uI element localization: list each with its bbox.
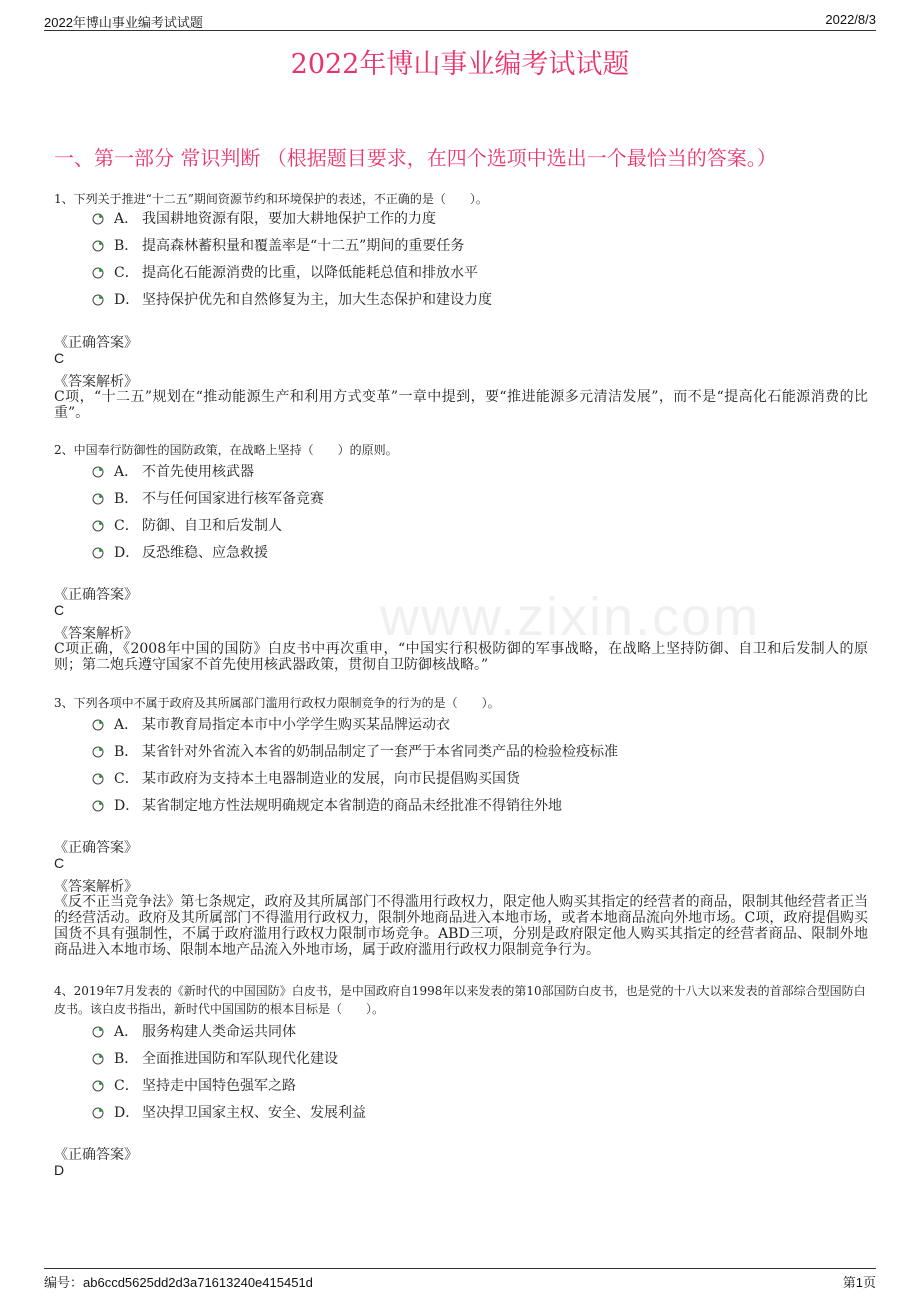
- option-b[interactable]: [92, 1048, 872, 1070]
- radio-icon[interactable]: [92, 746, 104, 758]
- option-text: 反恐维稳、应急救援: [142, 545, 268, 561]
- radio-icon[interactable]: [92, 493, 104, 505]
- watermark: www.zixin.com: [380, 587, 761, 647]
- header-doc-title: 2022年博山事业编考试试题: [44, 15, 203, 30]
- answer-label: 《正确答案》: [54, 587, 138, 603]
- question-stem: 3、下列各项中不属于政府及其所属部门滥用行政权力限制竞争的行为的是（ ）。: [54, 696, 500, 710]
- radio-icon[interactable]: [92, 466, 104, 478]
- option-letter: A．: [114, 211, 139, 227]
- option-text: 某省针对外省流入本省的奶制品制定了一套严于本省同类产品的检验检疫标准: [142, 744, 618, 760]
- radio-icon[interactable]: [92, 240, 104, 252]
- answer-value: C: [54, 602, 65, 618]
- header-date: 2022/8/3: [825, 12, 876, 27]
- option-letter: A．: [114, 717, 139, 733]
- question-stem: 2、中国奉行防御性的国防政策，在战略上坚持（ ）的原则。: [54, 443, 398, 457]
- option-letter: B．: [114, 238, 139, 254]
- option-d[interactable]: [92, 795, 872, 817]
- radio-icon[interactable]: [92, 547, 104, 559]
- option-text: 全面推进国防和军队现代化建设: [142, 1051, 338, 1067]
- explanation-label: 《答案解析》: [54, 626, 138, 642]
- explanation-text: C项，“十二五”规划在“推动能源生产和利用方式变革”一章中提到，要“推进能源多元清洁发展”，而不是“提高化石能源消费的比重”。: [54, 389, 868, 421]
- option-letter: C．: [114, 265, 139, 281]
- option-letter: C．: [114, 1078, 139, 1094]
- option-text: 不首先使用核武器: [142, 464, 254, 480]
- option-b[interactable]: [92, 741, 872, 763]
- section-heading: 一、第一部分 常识判断 （根据题目要求，在四个选项中选出一个最恰当的答案。）: [54, 146, 777, 170]
- radio-icon[interactable]: [92, 1053, 104, 1065]
- radio-icon[interactable]: [92, 267, 104, 279]
- option-c[interactable]: [92, 1075, 872, 1097]
- explanation-text: C项正确，《2008年中国的国防》白皮书中再次重申，“中国实行积极防御的军事战略，在战略上坚持防御、自卫和后发制人的原则；第二炮兵遵守国家不首先使用核武器政策，贯彻自卫防御核战略。”: [54, 641, 868, 673]
- answer-value: C: [54, 855, 65, 871]
- option-c[interactable]: [92, 768, 872, 790]
- option-text: 某省制定地方性法规明确规定本省制造的商品未经批准不得销往外地: [142, 798, 562, 814]
- header-divider: [44, 30, 876, 31]
- radio-icon[interactable]: [92, 1026, 104, 1038]
- option-a[interactable]: [92, 714, 872, 736]
- answer-label: 《正确答案》: [54, 840, 138, 856]
- option-text: 某市教育局指定本市中小学学生购买某品牌运动衣: [142, 717, 450, 733]
- option-letter: A．: [114, 1024, 139, 1040]
- option-text: 不与任何国家进行核军备竞赛: [142, 491, 324, 507]
- option-letter: B．: [114, 744, 139, 760]
- page-header: [44, 12, 876, 30]
- question-stem: 4、2019年7月发表的《新时代的中国国防》白皮书，是中国政府自1998年以来发表的第10部国防白皮书，也是党的十八大以来发表的首部综合型国防白皮书。该白皮书指出，新时代中国国防的根本目标是（ ）。: [54, 984, 866, 1016]
- radio-icon[interactable]: [92, 773, 104, 785]
- option-letter: D．: [114, 1105, 140, 1121]
- page-footer: [44, 1272, 876, 1290]
- answer-value: D: [54, 1162, 65, 1178]
- radio-icon[interactable]: [92, 294, 104, 306]
- option-text: 我国耕地资源有限，要加大耕地保护工作的力度: [142, 211, 436, 227]
- option-letter: C．: [114, 518, 139, 534]
- radio-icon[interactable]: [92, 213, 104, 225]
- option-d[interactable]: [92, 289, 872, 311]
- page-number: 第1页: [842, 1275, 876, 1290]
- option-text: 提高森林蓄积量和覆盖率是“十二五”期间的重要任务: [142, 238, 465, 254]
- answer-label: 《正确答案》: [54, 335, 138, 351]
- option-letter: D．: [114, 545, 140, 561]
- option-b[interactable]: [92, 235, 872, 257]
- option-text: 坚决捍卫国家主权、安全、发展利益: [142, 1105, 366, 1121]
- option-d[interactable]: [92, 1102, 872, 1124]
- radio-icon[interactable]: [92, 1107, 104, 1119]
- option-letter: C．: [114, 771, 139, 787]
- option-letter: B．: [114, 491, 139, 507]
- option-c[interactable]: [92, 515, 872, 537]
- option-text: 服务构建人类命运共同体: [142, 1024, 296, 1040]
- radio-icon[interactable]: [92, 800, 104, 812]
- option-text: 坚持走中国特色强军之路: [142, 1078, 296, 1094]
- option-a[interactable]: [92, 208, 872, 230]
- option-text: 提高化石能源消费的比重，以降低能耗总值和排放水平: [142, 265, 478, 281]
- question-stem: 1、下列关于推进“十二五”期间资源节约和环境保护的表述，不正确的是（ ）。: [54, 192, 488, 206]
- radio-icon[interactable]: [92, 1080, 104, 1092]
- option-a[interactable]: [92, 461, 872, 483]
- option-a[interactable]: [92, 1021, 872, 1043]
- answer-label: 《正确答案》: [54, 1147, 138, 1163]
- option-letter: D．: [114, 798, 140, 814]
- option-letter: A．: [114, 464, 139, 480]
- radio-icon[interactable]: [92, 719, 104, 731]
- document-id: 编号：ab6ccd5625dd2d3a71613240e415451d: [44, 1275, 313, 1290]
- radio-icon[interactable]: [92, 520, 104, 532]
- option-c[interactable]: [92, 262, 872, 284]
- option-letter: B．: [114, 1051, 139, 1067]
- option-d[interactable]: [92, 542, 872, 564]
- footer-divider: [44, 1268, 876, 1269]
- answer-value: C: [54, 350, 65, 366]
- option-text: 防御、自卫和后发制人: [142, 518, 282, 534]
- explanation-label: 《答案解析》: [54, 374, 138, 390]
- option-b[interactable]: [92, 488, 872, 510]
- option-text: 坚持保护优先和自然修复为主，加大生态保护和建设力度: [142, 292, 492, 308]
- explanation-text: 《反不正当竞争法》第七条规定，政府及其所属部门不得滥用行政权力，限定他人购买其指定的经营者的商品，限制其他经营者正当的经营活动。政府及其所属部门不得滥用行政权力，限制外地商品进入本地市场，或者本地商品流向外地市场。C项，政府提倡购买国货不具有强制性，不属于政府滥用行政权力限制市场竞争。ABD三项，分别是政府限定他人购买其指定的经营者商品、限制外地商品进入本地市场、限制本地产品流入外地市场，属于政府滥用行政权力限制竞争行为。: [54, 894, 868, 958]
- explanation-label: 《答案解析》: [54, 879, 138, 895]
- option-letter: D．: [114, 292, 140, 308]
- option-text: 某市政府为支持本土电器制造业的发展，向市民提倡购买国货: [142, 771, 520, 787]
- page-title: 2022年博山事业编考试试题: [290, 49, 630, 80]
